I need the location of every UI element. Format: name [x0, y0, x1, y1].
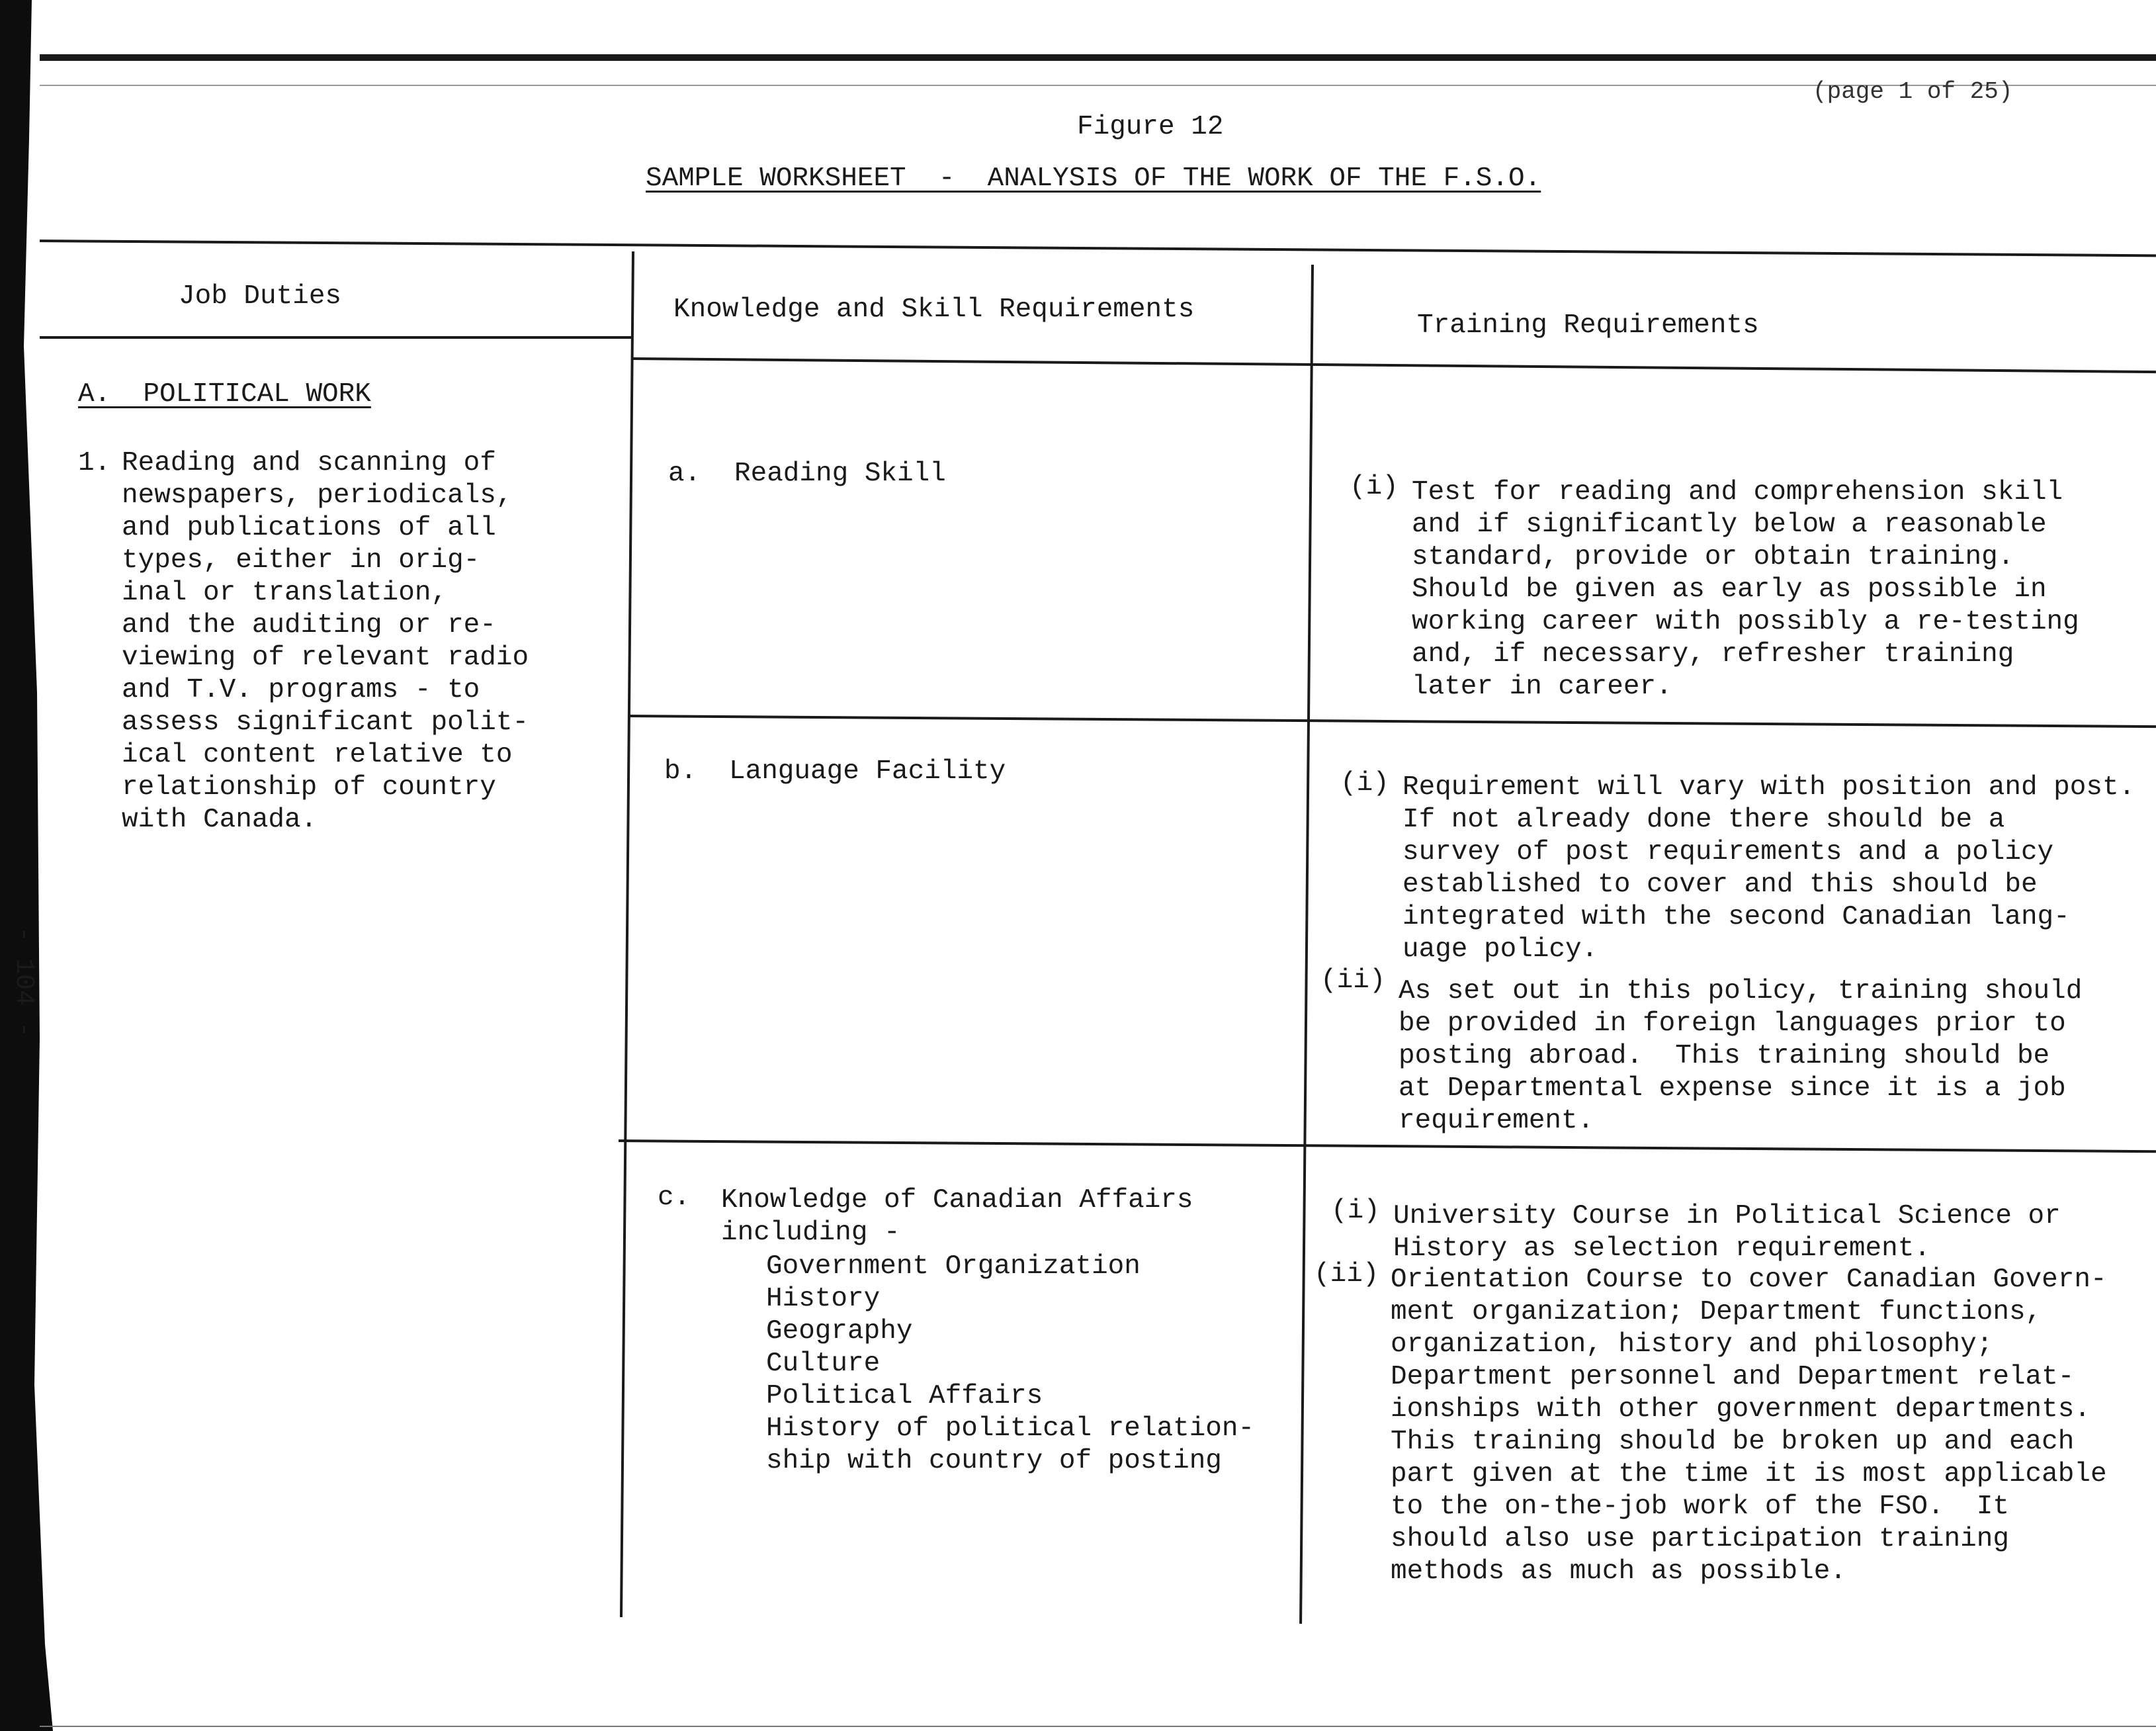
table-top-rule [40, 240, 2156, 257]
row-c-subitem: Political Affairs [766, 1381, 1043, 1411]
row-c-training-num-2: (ii) [1314, 1259, 1379, 1290]
duty-number: 1. [78, 448, 111, 478]
row-c-skill: Knowledge of Canadian Affairs including - [721, 1185, 1193, 1248]
side-page-number: - 104 - [9, 926, 38, 1038]
row-c-training-num-1: (i) [1331, 1196, 1380, 1226]
row-a-letter: a. [668, 459, 701, 489]
header-bottom-rule-right [632, 357, 2156, 373]
figure-label: Figure 12 [1077, 112, 1224, 142]
row-c-subitem: Culture [766, 1349, 881, 1379]
row-c-subitem: History of political relation- ship with country of posting [766, 1413, 1255, 1476]
page-indicator: (page 1 of 25) [1813, 78, 2013, 105]
duty-text: Reading and scanning of newspapers, periodicals, and publications of all types, either in orig- inal or translation, and the auditing or re- viewing of relevant radio and T.V. programs - to assess significant polit- ical content relative to relationship of country with Canada. [122, 448, 529, 835]
row-c-training-text-2: Orientation Course to cover Canadian Govern- ment organization; Department functions, organization, history and philosophy; Department personnel and Department relat- ionships with other government departments. This training should be broken up and each part given at the time it is most applicable to the on-the-job work of the FSO. It should also use participation training methods as much as possible. [1391, 1265, 2107, 1587]
row-a-training-num-1: (i) [1350, 472, 1399, 502]
row-c-subitem: Geography [766, 1316, 913, 1347]
page-binding-shadow [0, 0, 53, 1731]
row-b-training-num-2: (ii) [1320, 965, 1386, 996]
column-divider-2 [1299, 265, 1314, 1624]
row-c-subitems [766, 1251, 1254, 1478]
header-bottom-rule-left [40, 336, 632, 339]
row-b-training-text-2: As set out in this policy, training should be provided in foreign languages prior to posting abroad. This training should be at Departmental expense since it is a job requirement. [1399, 976, 2083, 1136]
row-c-training-text-1: University Course in Political Science or History as selection requirement. [1393, 1201, 2061, 1264]
column-divider-1 [620, 251, 634, 1617]
header-job-duties: Job Duties [179, 281, 342, 312]
row-a-skill: Reading Skill [734, 459, 946, 489]
header-knowledge-skill: Knowledge and Skill Requirements [673, 294, 1195, 325]
section-title: A. POLITICAL WORK [78, 379, 371, 410]
row-b-training-text-1: Requirement will vary with position and post. If not already done there should be a survey of post requirements and a policy established to cover and this should be integrated with the second Canadian lang- uage policy. [1402, 772, 2135, 965]
row-b-letter: b. [664, 756, 697, 787]
row-b-skill: Language Facility [729, 756, 1006, 787]
row-c-subitem: History [766, 1284, 881, 1314]
worksheet-title: SAMPLE WORKSHEET - ANALYSIS OF THE WORK OF THE F.S.O. [646, 163, 1541, 194]
row-c-letter: c. [658, 1182, 691, 1213]
top-border-rule [40, 54, 2156, 61]
row-b-training-num-1: (i) [1340, 768, 1389, 799]
row-a-bottom-rule [628, 715, 2156, 728]
row-a-training-text-1: Test for reading and comprehension skill and if significantly below a reasonable standard, provide or obtain training. Should be given as early as possible in working career with possibly a re-testing and, if necessary, refresher training later in career. [1412, 477, 2079, 702]
header-training: Training Requirements [1417, 310, 1759, 341]
row-b-bottom-rule [619, 1139, 2156, 1153]
bottom-page-rule [40, 1726, 2156, 1727]
row-c-subitem: Government Organization [766, 1251, 1141, 1282]
